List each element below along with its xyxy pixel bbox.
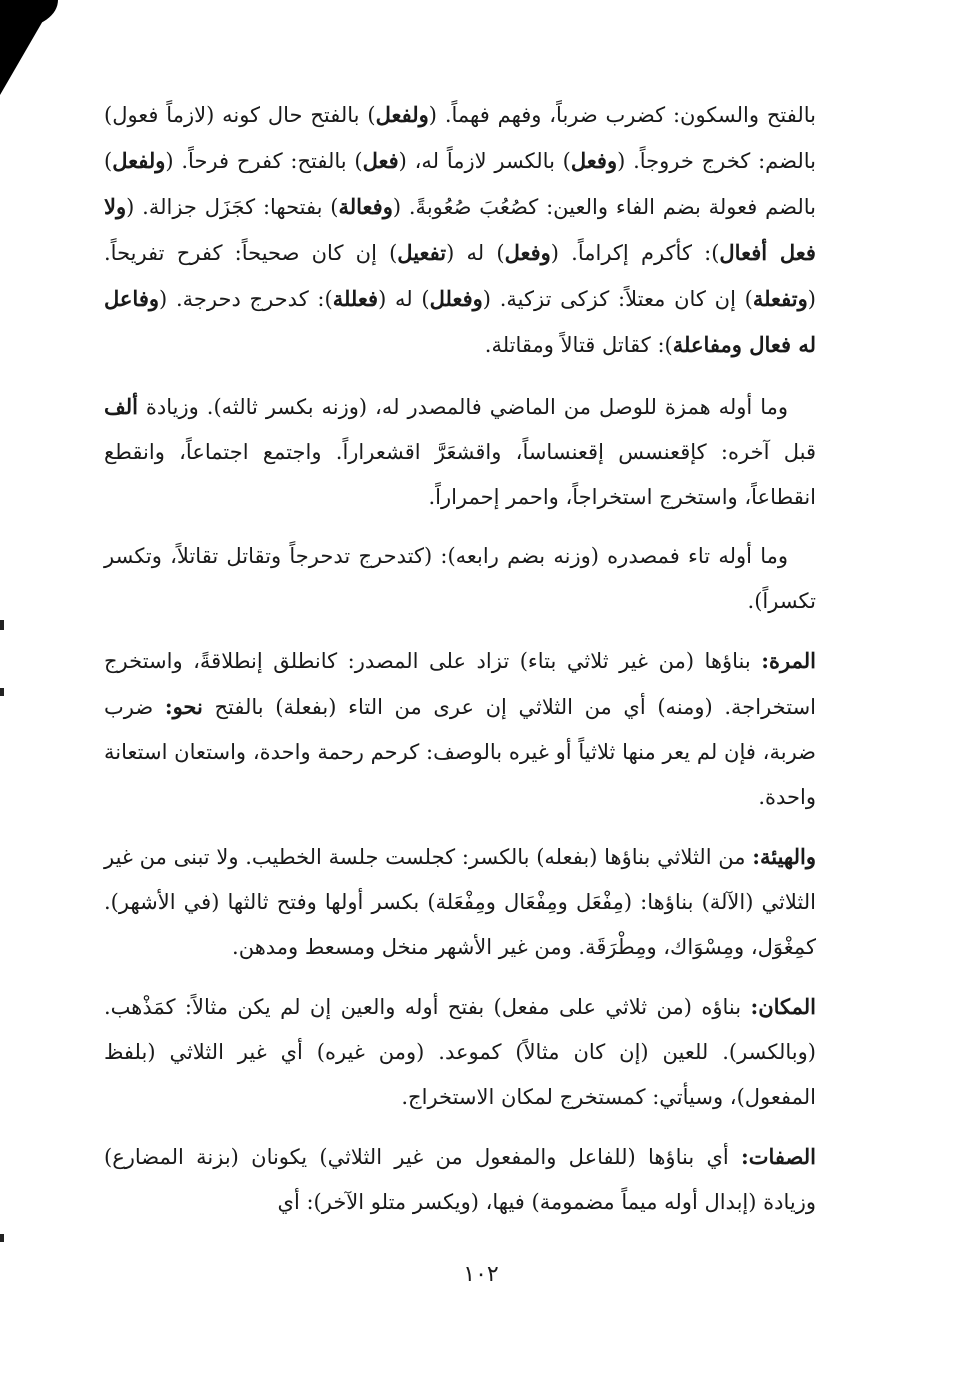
text-run: بناؤه (من ثلاثي على مفعل) بفتح أوله والعين إن لم يكن مثالاً: كمَذْهب. (وبالكسر). للعين (إن كان مثالاً) كموعد. (ومن غيره) أي غير الثلاثي (بلفظ المفعول)، وسيأتي: كمستخرج لمكان الاستخراج. <box>104 995 816 1109</box>
paragraph-p7 <box>104 1134 816 1225</box>
scan-edge-mark <box>0 620 4 630</box>
text-run: أي بناؤها (للفاعل والمفعول من غير الثلاثي) يكونان (بزنة المضارع) وزيادة (إبدال أوله ميماً مضمومة) فيها، (ويكسر متلو الآخر): أي <box>104 1145 816 1214</box>
bold-term: الصفات: <box>741 1144 816 1169</box>
text-run: ): كدحرج دحرجة. ( <box>159 287 333 311</box>
bold-term: تفعيل <box>397 240 447 265</box>
bold-term: وتفعلة <box>752 286 808 311</box>
paragraph-p4 <box>104 638 816 820</box>
text-run: ) إن كان صحيحاً: كفرح تفريحاً. ( <box>104 241 816 311</box>
text-run: قبل آخره: كإقعنسس إقعنساساً، واقشعَرَّ اقشعراراً. واجتمع اجتماعاً، وانقطع انقطاعاً، واستخرج استخراجاً، واحمر إحمراراً. <box>104 440 816 509</box>
page-number: ١٠٢ <box>463 1262 499 1287</box>
text-run: بناؤها (من غير ثلاثي بتاء) تزاد على المصدر: كانطلق إنطلاقةً، واستخرج استخراجة. (ومنه) أي من الثلاثي إن عرى من التاء (بفعلة) بالفتح <box>104 649 816 719</box>
text-run: ) بالفتح: كفرح فرحاً. ( <box>165 149 363 173</box>
text-run: من الثلاثي بناؤها (بفعله) بالكسر: كجلست جلسة الخطيب. ولا تبنى من غير الثلاثي (الآلة) بناؤها: (مِفْعَل ومِفْعَال ومِفْعَلة) بكسر أولها وفتح ثالثها (في الأشهر). كمِغْوَل، ومِسْوَاك، ومِطْرَقَة. ومن غير الأشهر منخل ومسعط ومدهن. <box>104 845 816 959</box>
text-run: ): كأكرم إكراماً. ( <box>550 241 720 265</box>
bold-term: المكان: <box>750 994 816 1019</box>
text-run: وما أوله تاء فمصدره (وزنه بضم رابعه): (كتدحرج تدحرجاً وتقاتل تقاتلاً، وتكسر تكسراً). <box>104 544 816 613</box>
bold-term: وفعل <box>570 148 618 173</box>
text-run: ضرب ضربة، فإن لم يعر منها ثلاثياً أو غيره بالوصف: كرحم رحمة واحدة، واستعان استعانة واحدة. <box>104 695 816 809</box>
bold-term: ولفعل <box>375 102 429 127</box>
paragraph-p3 <box>104 534 816 624</box>
bold-term: وفاعل له فعال ومفاعلة <box>104 286 816 357</box>
bold-term: ولا فعل أفعال <box>104 194 816 265</box>
paragraph-p1 <box>104 92 816 368</box>
scan-edge-mark <box>0 1234 4 1242</box>
bold-term: نحو: <box>164 694 203 719</box>
paragraph-p6 <box>104 984 816 1120</box>
text-run: ) بالضم فعولة بضم الفاء والعين: كصُعُبَ صُعُوبةً. ( <box>104 149 816 219</box>
bold-term: ألف <box>104 394 138 419</box>
bold-term: والهيئة: <box>752 844 816 869</box>
bold-term: فعل <box>362 148 399 173</box>
text-run: ) إن كان معتلاً: كزكى تزكية. ( <box>482 287 753 311</box>
text-run: ) له ( <box>378 287 430 311</box>
text-run: بالفتح والسكون: كضرب ضرباً، وفهم فهماً. ( <box>428 103 816 127</box>
text-run: ) له ( <box>446 241 505 265</box>
bold-term: وفعالة <box>338 194 393 219</box>
text-run: ) بالكسر لازماً له، ( <box>398 149 571 173</box>
bold-term: وفعلل <box>429 286 483 311</box>
text-run: وما أوله همزة للوصل من الماضي فالمصدر له، (وزنه بكسر ثالثه). وزيادة <box>137 395 788 419</box>
text-run: ) بالفتح حال كونه (لازماً فعول) بالضم: كخرج خروجاً. ( <box>104 103 816 173</box>
bold-term: فعللة <box>332 286 379 311</box>
bold-term: ولفعل <box>112 148 166 173</box>
paragraph-p5 <box>104 834 816 970</box>
text-run: ): كقاتل قتالاً ومقاتلة. <box>484 333 673 357</box>
text-run: ) بفتحها: كجَزَل جزالة. ( <box>126 195 339 219</box>
bold-term: وفعل <box>504 240 551 265</box>
page-body <box>104 92 816 1239</box>
bold-term: المرة: <box>761 648 816 673</box>
paragraph-p2 <box>104 384 816 520</box>
scan-edge-mark <box>0 688 4 696</box>
